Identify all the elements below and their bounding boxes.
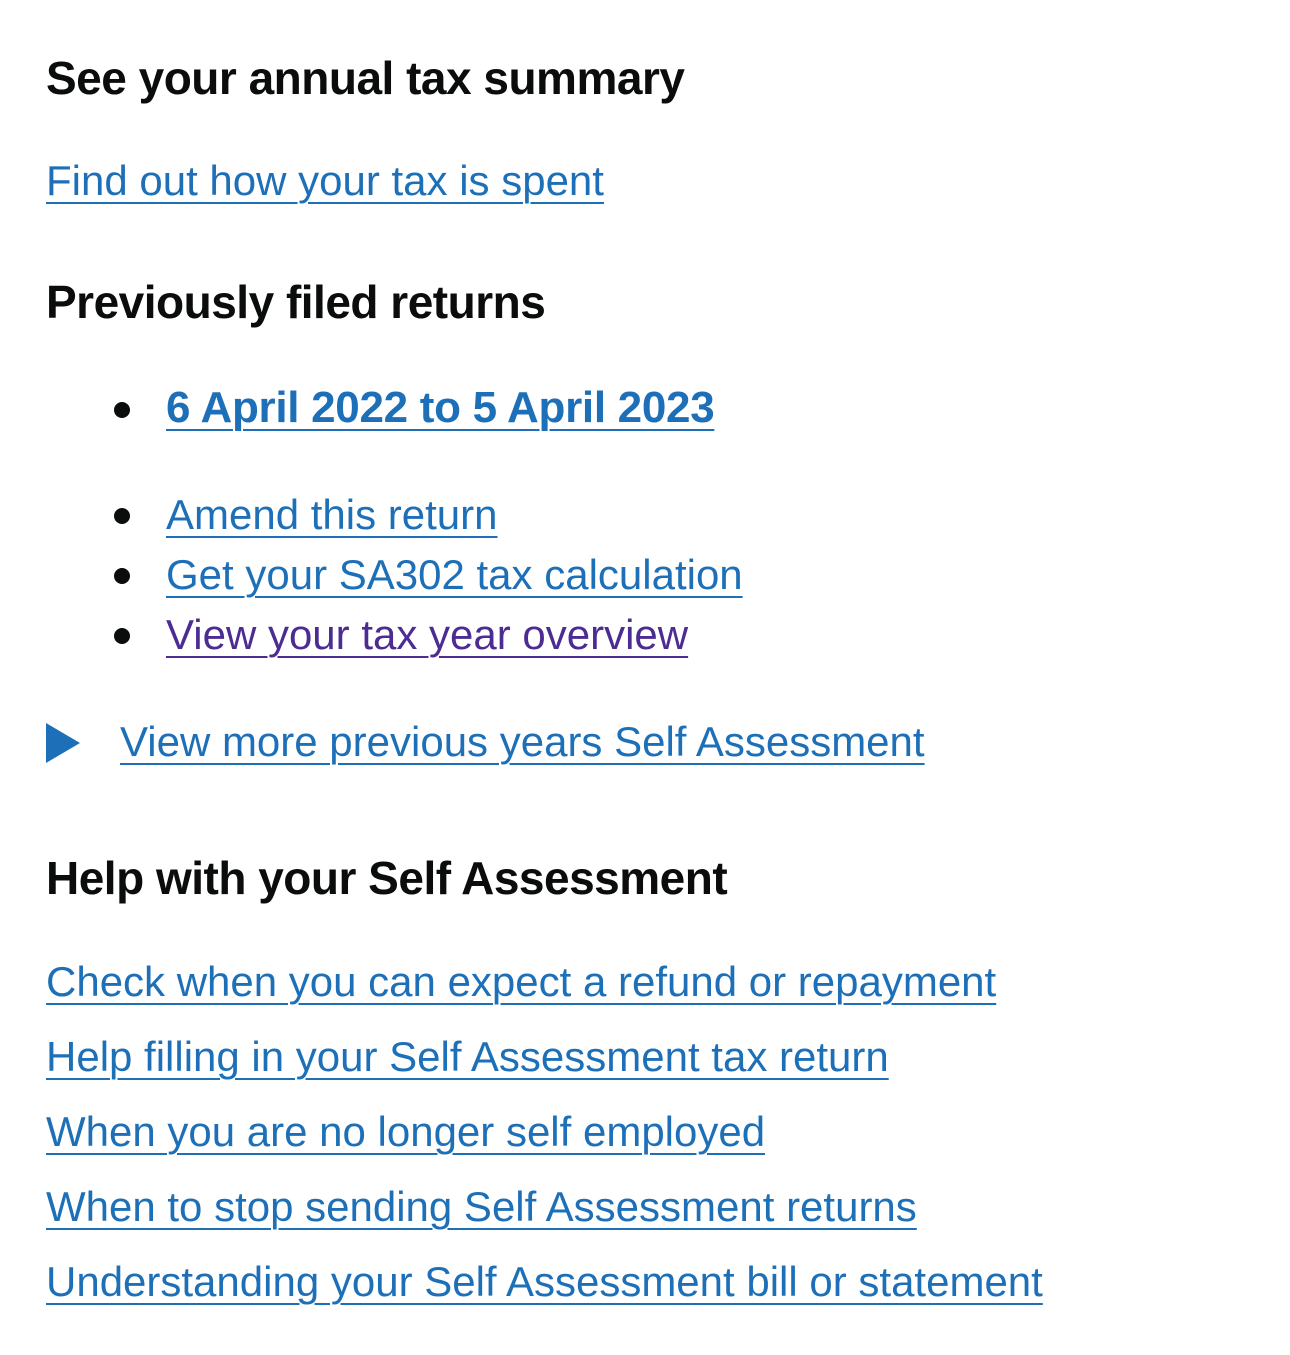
refund-repayment-link[interactable]: Check when you can expect a refund or repayment (46, 958, 997, 1005)
stop-sending-returns-link[interactable]: When to stop sending Self Assessment returns (46, 1183, 917, 1230)
list-bullet (114, 402, 130, 418)
list-bullet (114, 508, 130, 524)
help-heading: Help with your Self Assessment (46, 852, 728, 904)
understanding-bill-link[interactable]: Understanding your Self Assessment bill or statement (46, 1258, 1043, 1305)
filling-in-return-help-link[interactable]: Help filling in your Self Assessment tax return (46, 1033, 889, 1080)
annual-summary-heading: See your annual tax summary (46, 52, 685, 104)
sa302-calculation-link[interactable]: Get your SA302 tax calculation (166, 551, 743, 598)
list-bullet (114, 568, 130, 584)
amend-return-link[interactable]: Amend this return (166, 491, 498, 538)
tax-year-2022-2023-link[interactable]: 6 April 2022 to 5 April 2023 (166, 383, 715, 432)
no-longer-self-employed-link[interactable]: When you are no longer self employed (46, 1108, 766, 1155)
previous-returns-heading: Previously filed returns (46, 276, 546, 328)
triangle-right-icon[interactable] (46, 723, 80, 763)
tax-spent-link[interactable]: Find out how your tax is spent (46, 157, 604, 204)
list-bullet (114, 628, 130, 644)
more-previous-years-toggle[interactable]: View more previous years Self Assessment (120, 718, 925, 765)
tax-year-overview-link[interactable]: View your tax year overview (166, 611, 689, 658)
